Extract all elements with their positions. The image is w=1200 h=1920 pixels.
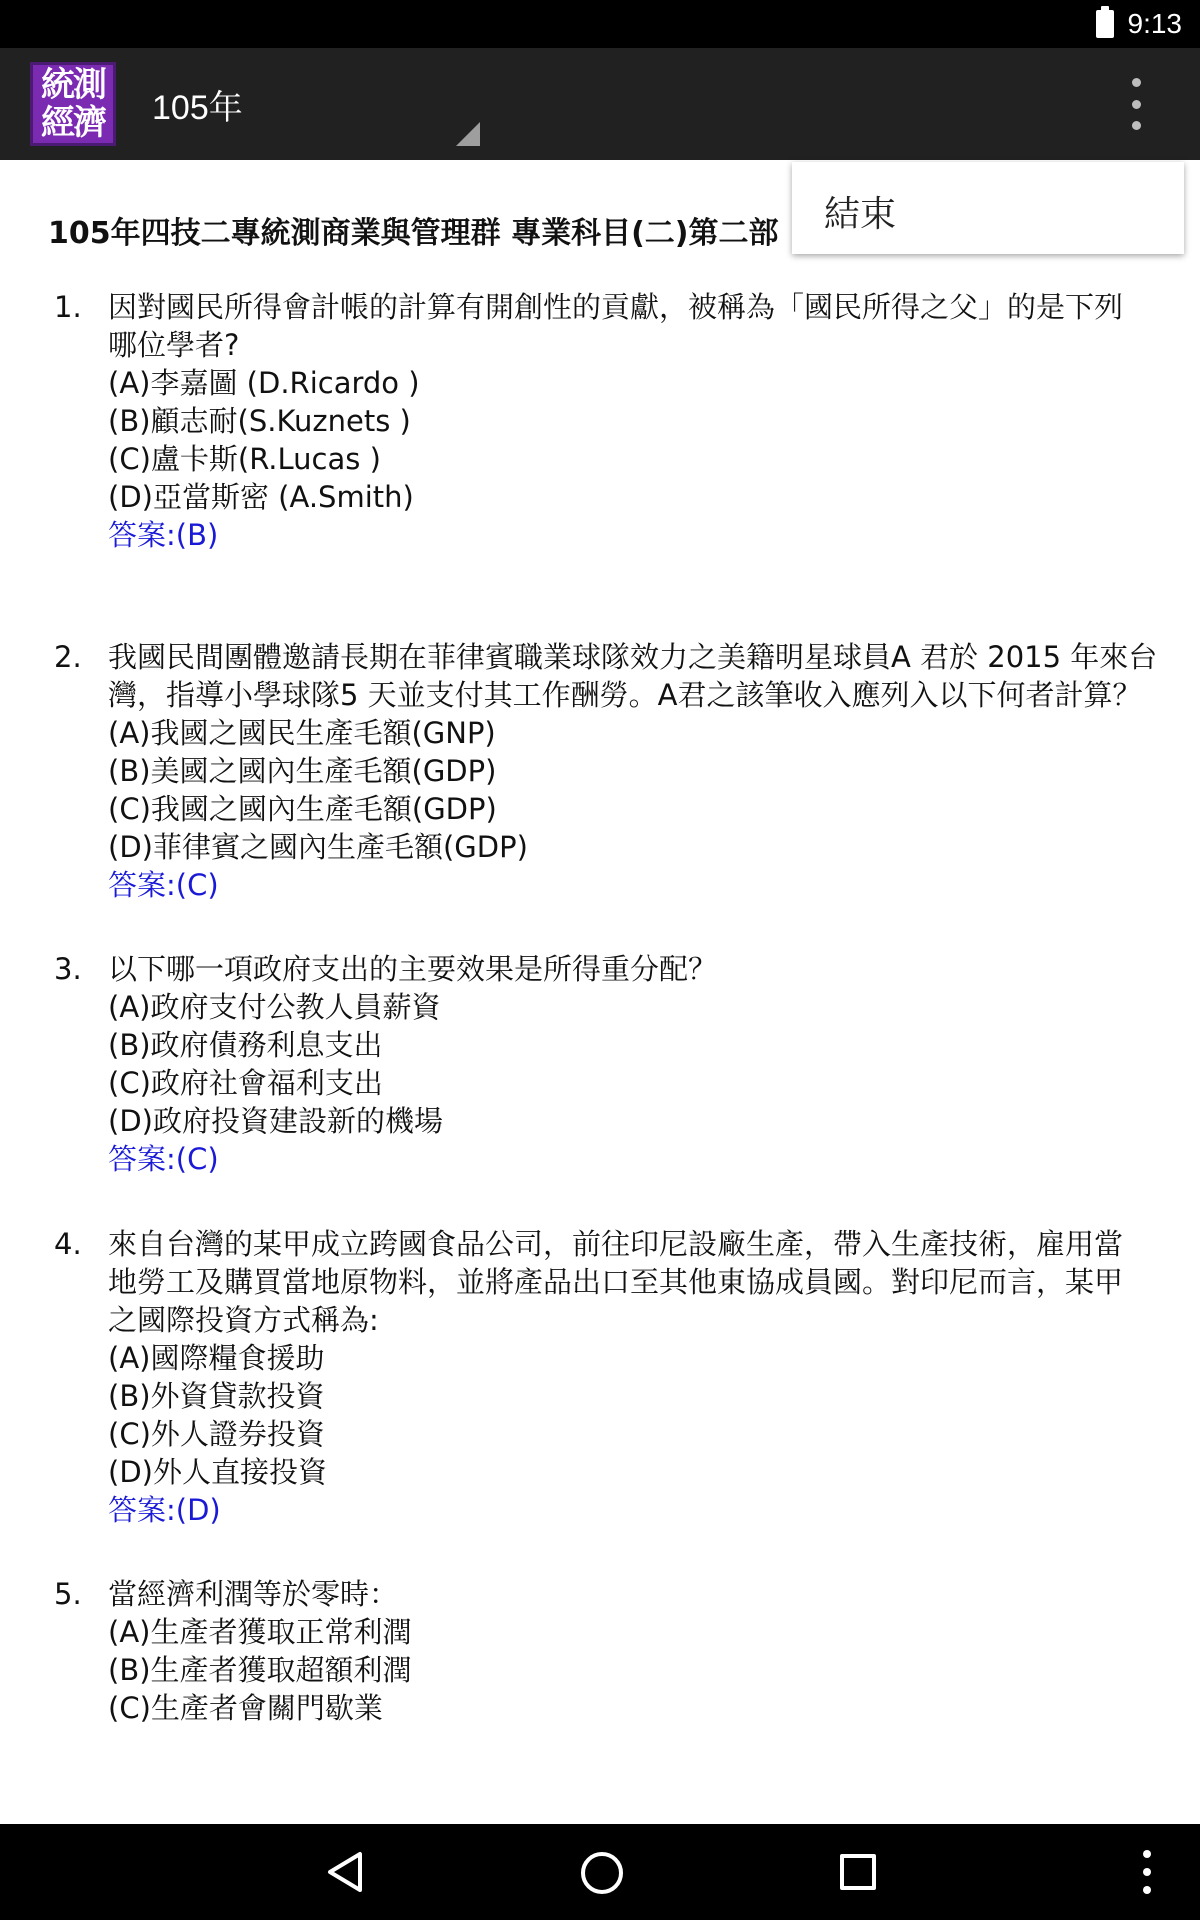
back-icon[interactable] (326, 1850, 364, 1894)
answer-text: 答案:(B) (108, 518, 219, 552)
question-number: 5. (54, 1577, 82, 1611)
option-b: (B)外資貸款投資 (108, 1379, 325, 1413)
question-number: 3. (54, 952, 82, 986)
overflow-menu-icon[interactable] (1120, 78, 1152, 130)
recent-apps-icon[interactable] (840, 1854, 876, 1890)
app-bar (0, 48, 1200, 160)
option-b: (B)顧志耐(S.Kuznets ) (108, 404, 411, 438)
question-number: 2. (54, 640, 82, 674)
overflow-popup-menu (792, 162, 1184, 254)
question-item (54, 638, 1164, 904)
more-options-icon[interactable] (1142, 1850, 1152, 1894)
option-c: (C)生產者會關門歇業 (108, 1691, 383, 1725)
question-text: 來自台灣的某甲成立跨國食品公司，前往印尼設廠生產，帶入生產技術，雇用當地勞工及購買當地原物料，並將產品出口至其他東協成員國。對印尼而言，某甲之國際投資方式稱為: (108, 1227, 1124, 1337)
option-d: (D)外人直接投資 (108, 1455, 327, 1489)
option-c: (C)我國之國內生產毛額(GDP) (108, 792, 497, 826)
option-a: (A)我國之國民生產毛額(GNP) (108, 716, 496, 750)
option-d: (D)亞當斯密 (A.Smith) (108, 480, 414, 514)
option-b: (B)美國之國內生產毛額(GDP) (108, 754, 497, 788)
menu-item-exit[interactable]: 結束 (824, 194, 897, 235)
question-item (54, 1225, 1144, 1529)
option-b: (B)政府債務利息支出 (108, 1028, 383, 1062)
app-logo (30, 62, 116, 146)
option-c: (C)外人證券投資 (108, 1417, 325, 1451)
option-d: (D)政府投資建設新的機場 (108, 1104, 443, 1138)
question-text: 我國民間團體邀請長期在菲律賓職業球隊效力之美籍明星球員A 君於 2015 年來台灣，指導小學球隊5 天並支付其工作酬勞。A君之該筆收入應列入以下何者計算？ (108, 640, 1158, 712)
spinner-dropdown-icon[interactable] (456, 122, 480, 146)
option-a: (A)國際糧食援助 (108, 1341, 325, 1375)
option-b: (B)生產者獲取超額利潤 (108, 1653, 412, 1687)
question-text: 當經濟利潤等於零時： (108, 1577, 399, 1611)
question-text: 以下哪一項政府支出的主要效果是所得重分配？ (108, 952, 718, 986)
option-a: (A)生產者獲取正常利潤 (108, 1615, 412, 1649)
option-a: (A)政府支付公教人員薪資 (108, 990, 441, 1024)
option-c: (C)政府社會福利支出 (108, 1066, 383, 1100)
logo-line-2: 經濟 (41, 103, 105, 143)
home-icon[interactable] (581, 1852, 623, 1894)
battery-icon (1096, 10, 1114, 38)
status-bar (0, 0, 1200, 48)
status-time: 9:13 (1127, 8, 1182, 39)
answer-text: 答案:(D) (108, 1493, 221, 1527)
answer-text: 答案:(C) (108, 868, 219, 902)
question-item (54, 950, 1154, 1178)
question-item (54, 288, 1144, 554)
question-item (54, 1575, 1154, 1727)
question-text: 因對國民所得會計帳的計算有開創性的貢獻，被稱為「國民所得之父」的是下列哪位學者? (108, 290, 1124, 362)
exam-title: 105年四技二專統測商業與管理群 專業科目(二)第二部 (48, 216, 779, 251)
question-list[interactable] (0, 160, 1200, 1824)
logo-line-1: 統測 (41, 65, 105, 105)
navigation-bar (0, 1824, 1200, 1920)
answer-text: 答案:(C) (108, 1142, 219, 1176)
question-number: 1. (54, 290, 82, 324)
option-a: (A)李嘉圖 (D.Ricardo ) (108, 366, 420, 400)
option-d: (D)菲律賓之國內生產毛額(GDP) (108, 830, 528, 864)
year-spinner[interactable]: 105年 (152, 89, 243, 127)
option-c: (C)盧卡斯(R.Lucas ) (108, 442, 381, 476)
question-number: 4. (54, 1227, 82, 1261)
